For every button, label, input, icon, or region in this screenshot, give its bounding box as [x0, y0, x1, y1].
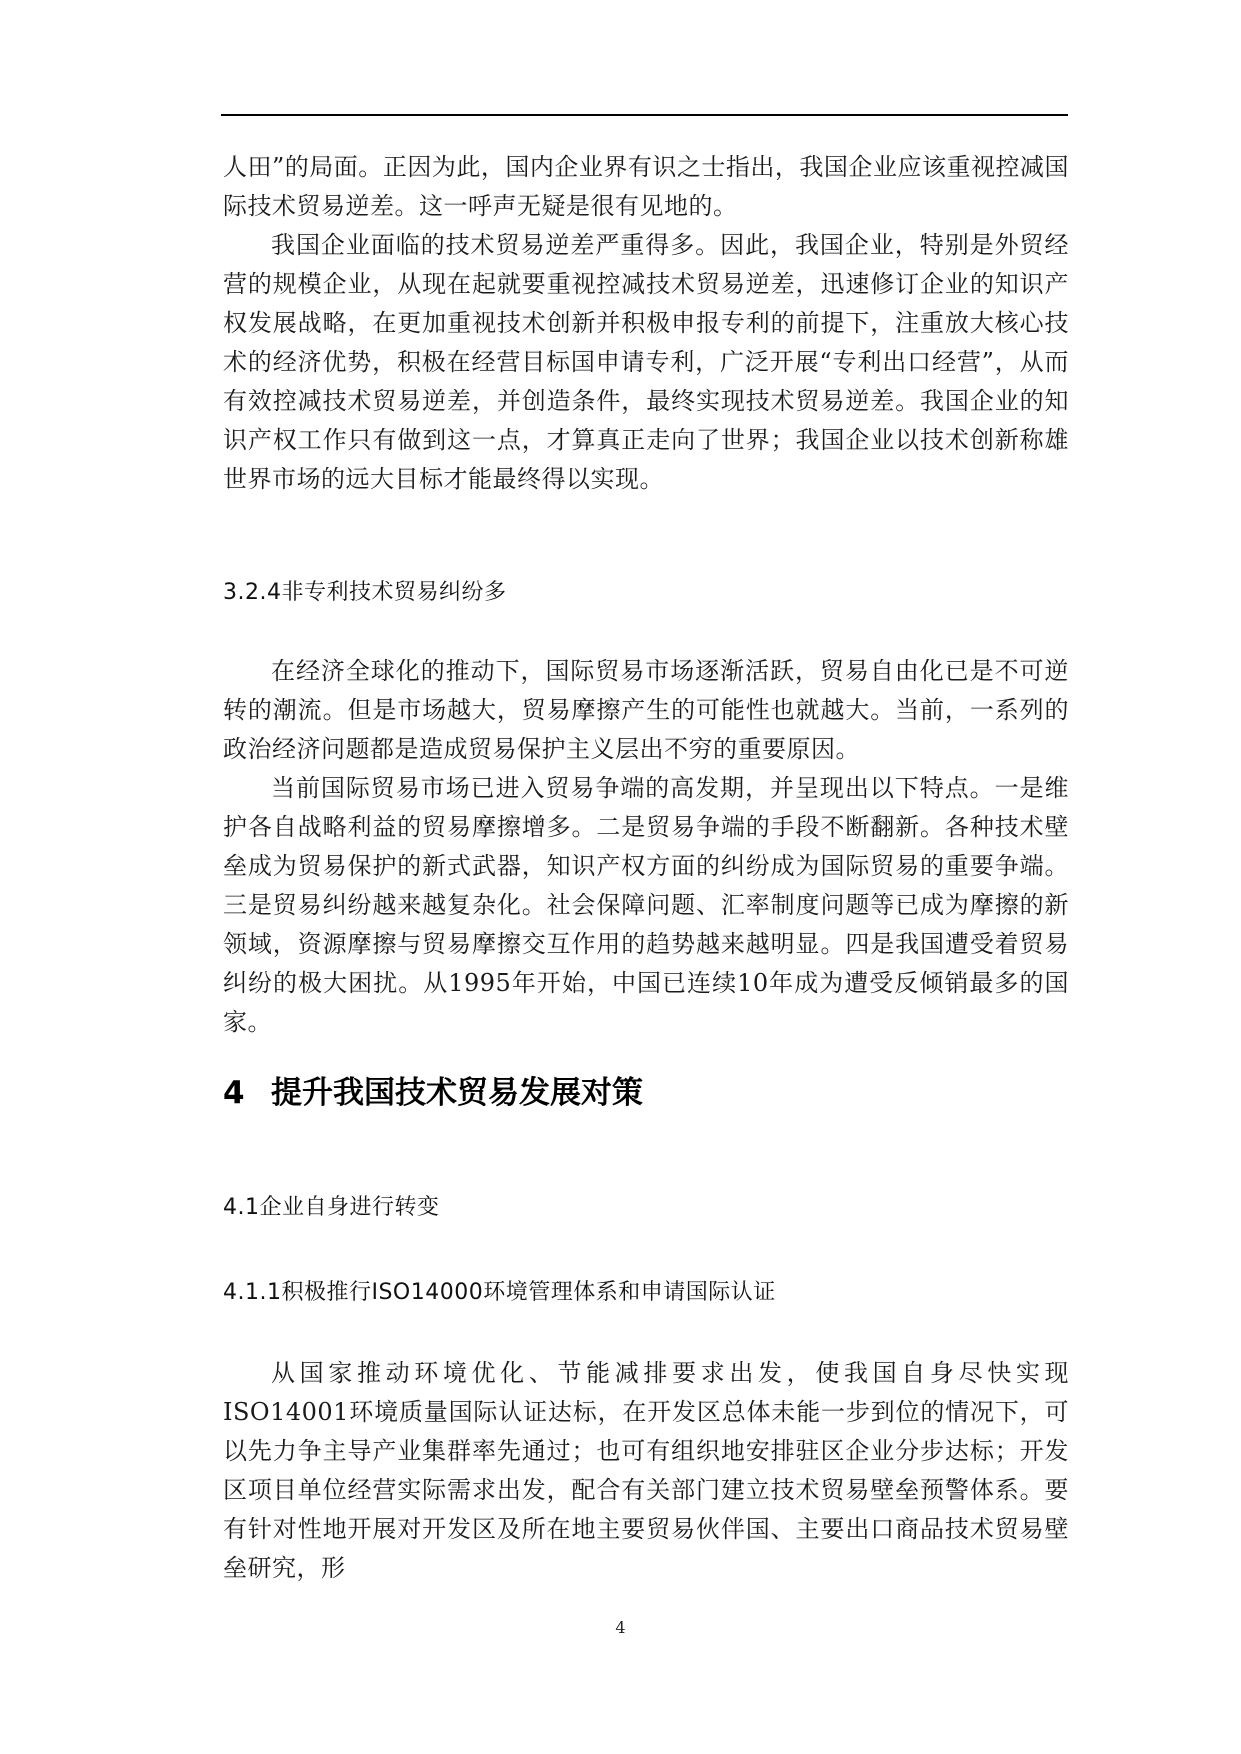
- chapter-number: 4: [223, 1075, 245, 1111]
- page-number: 4: [615, 1618, 626, 1637]
- section-heading-4-1-1: [223, 1278, 1069, 1308]
- section-4-1-1-body: [223, 1354, 1069, 1588]
- paragraph: 人田”的局面。正因为此，国内企业界有识之士指出，我国企业应该重视控减国际技术贸易逆差。这一呼声无疑是很有见地的。: [223, 153, 1069, 220]
- section-heading-4-1: [223, 1193, 1069, 1223]
- header-rule: [221, 114, 1068, 116]
- section-heading: 3.2.4非专利技术贸易纠纷多: [223, 580, 507, 605]
- intro-section: [223, 148, 1069, 499]
- chapter-heading: [223, 1073, 1069, 1113]
- paragraph: 在经济全球化的推动下，国际贸易市场逐渐活跃，贸易自由化已是不可逆转的潮流。但是市场越大，贸易摩擦产生的可能性也就越大。当前，一系列的政治经济问题都是造成贸易保护主义层出不穷的重要原因。: [223, 657, 1069, 763]
- section-heading-3-2-4: [223, 578, 1069, 608]
- paragraph: 当前国际贸易市场已进入贸易争端的高发期，并呈现出以下特点。一是维护各自战略利益的贸易摩擦增多。二是贸易争端的手段不断翻新。各种技术壁垒成为贸易保护的新式武器，知识产权方面的纠纷成为国际贸易的重要争端。三是贸易纠纷越来越复杂化。社会保障问题、汇率制度问题等已成为摩擦的新领域，资源摩擦与贸易摩擦交互作用的趋势越来越明显。四是我国遭受着贸易纠纷的极大困扰。从1995年开始，中国已连续10年成为遭受反倾销最多的国家。: [223, 774, 1069, 1036]
- chapter-title: 提升我国技术贸易发展对策: [271, 1075, 643, 1111]
- section-heading: 4.1企业自身进行转变: [223, 1195, 440, 1220]
- paragraph: 从国家推动环境优化、节能减排要求出发，使我国自身尽快实现ISO14001环境质量国际认证达标，在开发区总体未能一步到位的情况下，可以先力争主导产业集群率先通过；也可有组织地安排驻区企业分步达标；开发区项目单位经营实际需求出发，配合有关部门建立技术贸易壁垒预警体系。要有针对性地开展对开发区及所在地主要贸易伙伴国、主要出口商品技术贸易壁垒研究，形: [223, 1359, 1069, 1582]
- section-heading: 4.1.1积极推行ISO14000环境管理体系和申请国际认证: [223, 1280, 776, 1305]
- paragraph: 我国企业面临的技术贸易逆差严重得多。因此，我国企业，特别是外贸经营的规模企业，从现在起就要重视控减技术贸易逆差，迅速修订企业的知识产权发展战略，在更加重视技术创新并积极申报专利的前提下，注重放大核心技术的经济优势，积极在经营目标国申请专利，广泛开展“专利出口经营”，从而有效控减技术贸易逆差，并创造条件，最终实现技术贸易逆差。我国企业的知识产权工作只有做到这一点，才算真正走向了世界；我国企业以技术创新称雄世界市场的远大目标才能最终得以实现。: [223, 231, 1069, 493]
- chapter-4-heading: [223, 1073, 1069, 1113]
- section-3-2-4-body: [223, 652, 1069, 1042]
